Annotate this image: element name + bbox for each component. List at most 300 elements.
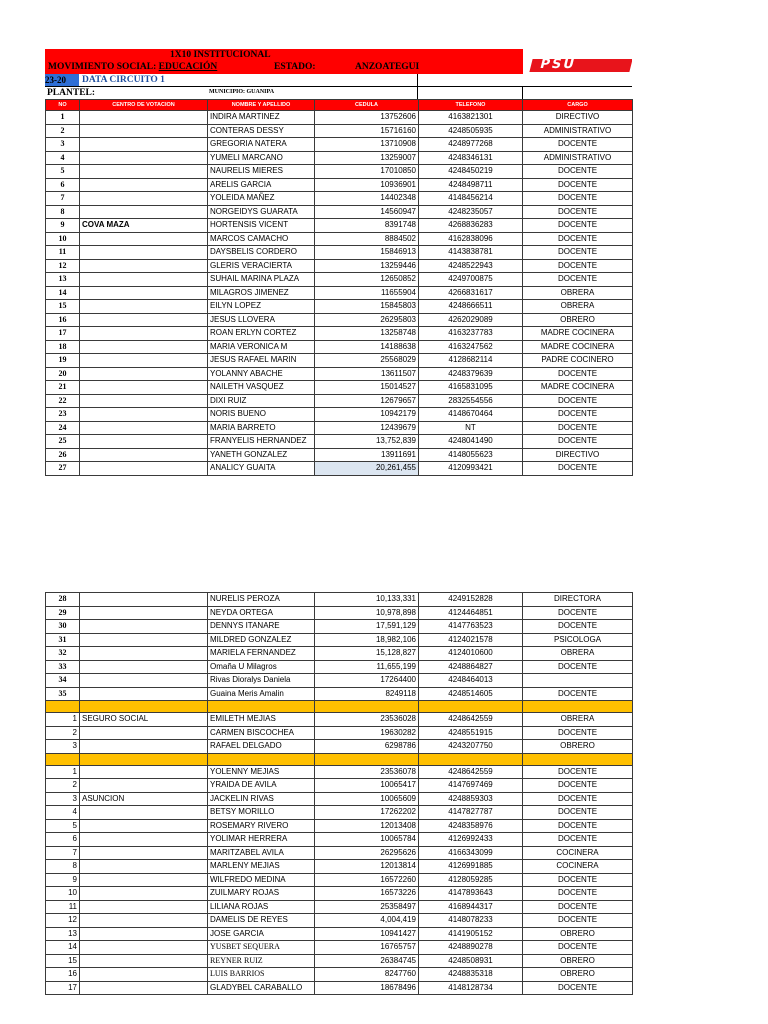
cell-nombre: GREGORIA NATERA: [208, 138, 315, 152]
cell-cargo: DOCENTE: [523, 819, 633, 833]
cell-centro: [80, 819, 208, 833]
cell-no: 16: [46, 313, 80, 327]
cell-centro: [80, 633, 208, 647]
cell-nombre: ROSEMARY RIVERO: [208, 819, 315, 833]
separator-cell: [208, 753, 315, 765]
cell-nombre: CARMEN BISCOCHEA: [208, 726, 315, 740]
cell-cedula: 10,133,331: [315, 593, 419, 607]
cell-centro: [80, 765, 208, 779]
cell-cargo: DOCENTE: [523, 462, 633, 476]
cell-centro: [80, 927, 208, 941]
cell-nombre: DIXI RUIZ: [208, 394, 315, 408]
cell-telefono: 4147763523: [419, 620, 523, 634]
cell-telefono: 4248358976: [419, 819, 523, 833]
cell-no: 17: [46, 981, 80, 995]
cell-cedula: 13258748: [315, 327, 419, 341]
cell-cedula: 10936901: [315, 178, 419, 192]
cell-cedula: 14402348: [315, 192, 419, 206]
cell-centro: [80, 968, 208, 982]
cell-telefono: 4248464013: [419, 674, 523, 688]
cell-no: 5: [46, 165, 80, 179]
cell-no: 21: [46, 381, 80, 395]
separator-cell: [46, 701, 80, 713]
table-row: [46, 941, 633, 955]
table-row: [46, 968, 633, 982]
separator-cell: [523, 753, 633, 765]
cell-nombre: FRANYELIS HERNANDEZ: [208, 435, 315, 449]
cell-centro: [80, 408, 208, 422]
cell-nombre: NURELIS PEROZA: [208, 593, 315, 607]
cell-nombre: YOLANNY ABACHE: [208, 367, 315, 381]
cell-telefono: 4248835318: [419, 968, 523, 982]
table-row: [46, 151, 633, 165]
cell-cedula: 14188638: [315, 340, 419, 354]
cell-cedula: 15014527: [315, 381, 419, 395]
cell-centro: [80, 981, 208, 995]
cell-cargo: ADMINISTRATIVO: [523, 124, 633, 138]
cell-cargo: DOCENTE: [523, 205, 633, 219]
cell-no: 30: [46, 620, 80, 634]
cell-telefono: 4128682114: [419, 354, 523, 368]
table-row: [46, 259, 633, 273]
cell-cargo: OBRERA: [523, 713, 633, 727]
cell-telefono: 4248642559: [419, 713, 523, 727]
cell-nombre: MARIA VERONICA M: [208, 340, 315, 354]
cell-centro: [80, 421, 208, 435]
cell-cargo: DOCENTE: [523, 246, 633, 260]
cell-no: 13: [46, 927, 80, 941]
cell-nombre: CONTERAS DESSY: [208, 124, 315, 138]
cell-telefono: 4162838096: [419, 232, 523, 246]
cell-centro: [80, 313, 208, 327]
cell-cedula: 16572260: [315, 873, 419, 887]
separator-row: [46, 753, 633, 765]
cell-cedula: 12650852: [315, 273, 419, 287]
cell-centro: [80, 286, 208, 300]
table-row: [46, 687, 633, 701]
table-row: [46, 633, 633, 647]
cell-centro: [80, 381, 208, 395]
col-telefono: TELEFONO: [419, 100, 523, 111]
cell-cargo: COCINERA: [523, 860, 633, 874]
cell-cargo: DIRECTIVO: [523, 111, 633, 125]
cell-centro: [80, 860, 208, 874]
cell-nombre: Rivas Dioralys Daniela: [208, 674, 315, 688]
cell-cargo: DIRECTORA: [523, 593, 633, 607]
table-row: [46, 819, 633, 833]
separator-cell: [208, 701, 315, 713]
cell-telefono: 4249152828: [419, 593, 523, 607]
table-row: [46, 381, 633, 395]
cell-cargo: OBRERA: [523, 286, 633, 300]
cell-nombre: MARLENY MEJIAS: [208, 860, 315, 874]
cell-no: 34: [46, 674, 80, 688]
cell-no: 20: [46, 367, 80, 381]
title-banner: [45, 49, 632, 74]
cell-telefono: 4243207750: [419, 740, 523, 754]
cell-telefono: 4268836283: [419, 219, 523, 233]
year-cell: 23-20: [45, 74, 79, 86]
cell-cargo: OBRERA: [523, 300, 633, 314]
cell-no: 8: [46, 205, 80, 219]
cell-cargo: DOCENTE: [523, 232, 633, 246]
cell-centro: [80, 887, 208, 901]
cell-telefono: 4248346131: [419, 151, 523, 165]
cell-cedula: 4,004,419: [315, 914, 419, 928]
cell-cedula: 25568029: [315, 354, 419, 368]
cell-cargo: PADRE COCINERO: [523, 354, 633, 368]
cell-no: 32: [46, 647, 80, 661]
table-row: [46, 462, 633, 476]
cell-nombre: GLERIS VERACIERTA: [208, 259, 315, 273]
table-row: [46, 354, 633, 368]
col-nombre: NOMBRE Y APELLIDO: [208, 100, 315, 111]
table-row: [46, 408, 633, 422]
col-no: NO: [46, 100, 80, 111]
cell-no: 14: [46, 941, 80, 955]
cell-centro: [80, 941, 208, 955]
cell-cargo: DOCENTE: [523, 421, 633, 435]
separator-cell: [523, 701, 633, 713]
cell-no: 29: [46, 606, 80, 620]
cell-cedula: 12439679: [315, 421, 419, 435]
cell-centro: [80, 954, 208, 968]
cell-telefono: 4266831617: [419, 286, 523, 300]
cell-centro: [80, 178, 208, 192]
table-row: [46, 421, 633, 435]
separator-row: [46, 701, 633, 713]
cell-cargo: DOCENTE: [523, 394, 633, 408]
cell-cargo: OBRERA: [523, 647, 633, 661]
cell-nombre: EMILETH MEJIAS: [208, 713, 315, 727]
cell-nombre: Omaña U Milagros: [208, 660, 315, 674]
movimiento-label: MOVIMIENTO SOCIAL: EDUCACIÓN: [48, 62, 218, 72]
cell-centro: [80, 394, 208, 408]
cell-no: 9: [46, 873, 80, 887]
cell-centro: [80, 806, 208, 820]
cell-telefono: 4248551915: [419, 726, 523, 740]
cell-centro: [80, 435, 208, 449]
table-row: [46, 873, 633, 887]
cell-nombre: YUSBET SEQUERA: [208, 941, 315, 955]
cell-no: 35: [46, 687, 80, 701]
separator-cell: [46, 753, 80, 765]
cell-centro: [80, 165, 208, 179]
cell-no: 31: [46, 633, 80, 647]
cell-nombre: SUHAIL MARINA PLAZA: [208, 273, 315, 287]
separator-cell: [315, 753, 419, 765]
table-row: [46, 246, 633, 260]
cell-telefono: 4148128734: [419, 981, 523, 995]
cell-telefono: 4141905152: [419, 927, 523, 941]
table-row: [46, 954, 633, 968]
cell-no: 9: [46, 219, 80, 233]
col-cargo: CARGO: [523, 100, 633, 111]
cell-nombre: YOLIMAR HERRERA: [208, 833, 315, 847]
cell-nombre: YANETH GONZALEZ: [208, 448, 315, 462]
col-cedula: CEDULA: [315, 100, 419, 111]
cell-no: 2: [46, 124, 80, 138]
cell-cedula: 20,261,455: [315, 462, 419, 476]
cell-nombre: EILYN LOPEZ: [208, 300, 315, 314]
cell-nombre: ANALICY GUAITA: [208, 462, 315, 476]
movimiento-value: EDUCACIÓN: [158, 62, 218, 72]
cell-no: 12: [46, 914, 80, 928]
circuito-row: [45, 74, 632, 87]
cell-telefono: 4148055623: [419, 448, 523, 462]
cell-cargo: DOCENTE: [523, 620, 633, 634]
psuv-logo: PSU: [523, 49, 632, 74]
cell-nombre: GLADYBEL CARABALLO: [208, 981, 315, 995]
cell-telefono: 4124464851: [419, 606, 523, 620]
cell-telefono: 4248450219: [419, 165, 523, 179]
cell-no: 6: [46, 833, 80, 847]
cell-cargo: DOCENTE: [523, 981, 633, 995]
cell-centro: [80, 674, 208, 688]
cell-nombre: Guaina Meris Amalin: [208, 687, 315, 701]
cell-centro: SEGURO SOCIAL: [80, 713, 208, 727]
cell-cedula: 15,128,827: [315, 647, 419, 661]
cell-centro: [80, 740, 208, 754]
cell-cedula: 26384745: [315, 954, 419, 968]
cell-no: 11: [46, 900, 80, 914]
cell-cargo: DOCENTE: [523, 138, 633, 152]
plantel-row: [45, 87, 632, 99]
cell-nombre: LILIANA ROJAS: [208, 900, 315, 914]
cell-cargo: DOCENTE: [523, 806, 633, 820]
cell-cedula: 13259007: [315, 151, 419, 165]
cell-centro: [80, 246, 208, 260]
cell-centro: [80, 846, 208, 860]
cell-no: 13: [46, 273, 80, 287]
cell-telefono: 4248508931: [419, 954, 523, 968]
cell-no: 17: [46, 327, 80, 341]
cell-cedula: 16573226: [315, 887, 419, 901]
cell-centro: [80, 327, 208, 341]
cell-cedula: 15716160: [315, 124, 419, 138]
cell-centro: [80, 273, 208, 287]
table-row: [46, 111, 633, 125]
cell-telefono: 4168944317: [419, 900, 523, 914]
cell-cedula: 10065784: [315, 833, 419, 847]
cell-nombre: YOLENNY MEJIAS: [208, 765, 315, 779]
cell-nombre: MILAGROS JIMENEZ: [208, 286, 315, 300]
cell-cedula: 26295626: [315, 846, 419, 860]
cell-centro: [80, 593, 208, 607]
plantel-label: PLANTEL:: [47, 88, 96, 98]
cell-centro: [80, 192, 208, 206]
cell-nombre: NAILETH VASQUEZ: [208, 381, 315, 395]
cell-cedula: 14560947: [315, 205, 419, 219]
cell-telefono: NT: [419, 421, 523, 435]
cell-cedula: 8247760: [315, 968, 419, 982]
cell-no: 7: [46, 192, 80, 206]
table-row: [46, 674, 633, 688]
table-row: [46, 860, 633, 874]
separator-cell: [419, 701, 523, 713]
cell-no: 10: [46, 887, 80, 901]
cell-no: 11: [46, 246, 80, 260]
cell-cedula: 15845803: [315, 300, 419, 314]
cell-telefono: 4124010600: [419, 647, 523, 661]
cell-cargo: DOCENTE: [523, 887, 633, 901]
cell-nombre: REYNER RUIZ: [208, 954, 315, 968]
cell-centro: [80, 914, 208, 928]
table-row: [46, 833, 633, 847]
cell-cedula: 8884502: [315, 232, 419, 246]
cell-centro: [80, 462, 208, 476]
cell-telefono: 4248864827: [419, 660, 523, 674]
cell-nombre: YRAIDA DE AVILA: [208, 779, 315, 793]
cell-centro: [80, 300, 208, 314]
table-row: [46, 620, 633, 634]
cell-cargo: OBRERO: [523, 740, 633, 754]
cell-nombre: LUIS BARRIOS: [208, 968, 315, 982]
cell-no: 25: [46, 435, 80, 449]
cell-no: 2: [46, 779, 80, 793]
cell-cargo: DOCENTE: [523, 259, 633, 273]
cell-cedula: 12679657: [315, 394, 419, 408]
cell-telefono: 4248041490: [419, 435, 523, 449]
cell-cedula: 10065417: [315, 779, 419, 793]
cell-nombre: JESUS LLOVERA: [208, 313, 315, 327]
table-row: [46, 779, 633, 793]
cell-nombre: MILDRED GONZALEZ: [208, 633, 315, 647]
cell-cedula: 12013408: [315, 819, 419, 833]
cell-cargo: DOCENTE: [523, 606, 633, 620]
cell-no: 3: [46, 138, 80, 152]
table-row: [46, 138, 633, 152]
table-row: [46, 165, 633, 179]
table-header: [46, 100, 633, 111]
cell-no: 8: [46, 860, 80, 874]
cell-telefono: 4248522943: [419, 259, 523, 273]
cell-cedula: 17,591,129: [315, 620, 419, 634]
cell-no: 26: [46, 448, 80, 462]
cell-nombre: MARITZABEL AVILA: [208, 846, 315, 860]
cell-no: 5: [46, 819, 80, 833]
table-row: [46, 765, 633, 779]
col-centro: CENTRO DE VOTACION: [80, 100, 208, 111]
cell-cargo: OBRERO: [523, 313, 633, 327]
cell-no: 27: [46, 462, 80, 476]
sheet-top: [45, 49, 632, 476]
cell-cedula: 13259446: [315, 259, 419, 273]
cell-telefono: 4165831095: [419, 381, 523, 395]
cell-telefono: 4163821301: [419, 111, 523, 125]
roster-table: [45, 99, 633, 476]
cell-cedula: 15846913: [315, 246, 419, 260]
table-row: [46, 647, 633, 661]
cell-cedula: 23536078: [315, 765, 419, 779]
cell-nombre: JACKELIN RIVAS: [208, 792, 315, 806]
cell-telefono: 4147827787: [419, 806, 523, 820]
cell-cedula: 13710908: [315, 138, 419, 152]
cell-cargo: DOCENTE: [523, 914, 633, 928]
cell-cargo: OBRERO: [523, 954, 633, 968]
cell-cedula: 17264400: [315, 674, 419, 688]
cell-telefono: 4163247562: [419, 340, 523, 354]
cell-cargo: ADMINISTRATIVO: [523, 151, 633, 165]
cell-no: 28: [46, 593, 80, 607]
table-row: [46, 740, 633, 754]
cell-cargo: DOCENTE: [523, 165, 633, 179]
cell-cargo: OBRERO: [523, 968, 633, 982]
cell-no: 10: [46, 232, 80, 246]
separator-cell: [419, 753, 523, 765]
cell-telefono: 4248498711: [419, 178, 523, 192]
cell-no: 4: [46, 806, 80, 820]
cell-telefono: 4248890278: [419, 941, 523, 955]
table-row: [46, 713, 633, 727]
cell-centro: [80, 606, 208, 620]
cell-centro: [80, 873, 208, 887]
estado-value: ANZOATEGUI: [355, 62, 420, 72]
table-row: [46, 394, 633, 408]
cell-nombre: BETSY MORILLO: [208, 806, 315, 820]
table-row: [46, 726, 633, 740]
cell-nombre: NORIS BUENO: [208, 408, 315, 422]
cell-no: 2: [46, 726, 80, 740]
table-row: [46, 367, 633, 381]
cell-telefono: 4248859303: [419, 792, 523, 806]
table-row: [46, 806, 633, 820]
cell-centro: [80, 151, 208, 165]
cell-nombre: WILFREDO MEDINA: [208, 873, 315, 887]
table-row: [46, 286, 633, 300]
cell-cargo: MADRE COCINERA: [523, 381, 633, 395]
cell-no: 1: [46, 713, 80, 727]
cell-centro: [80, 833, 208, 847]
cell-no: 14: [46, 286, 80, 300]
cell-nombre: JOSE GARCIA: [208, 927, 315, 941]
table-row: [46, 178, 633, 192]
cell-cedula: 13611507: [315, 367, 419, 381]
cell-cedula: 26295803: [315, 313, 419, 327]
cell-telefono: 4148456214: [419, 192, 523, 206]
table-row: [46, 448, 633, 462]
cell-cargo: DOCENTE: [523, 435, 633, 449]
cell-centro: [80, 259, 208, 273]
cell-cedula: 17262202: [315, 806, 419, 820]
cell-cargo: COCINERA: [523, 846, 633, 860]
cell-cargo: DOCENTE: [523, 408, 633, 422]
cell-telefono: 4147697469: [419, 779, 523, 793]
cell-centro: [80, 138, 208, 152]
cell-nombre: RAFAEL DELGADO: [208, 740, 315, 754]
cell-no: 4: [46, 151, 80, 165]
cell-telefono: 4124021578: [419, 633, 523, 647]
cell-cargo: DOCENTE: [523, 367, 633, 381]
table-row: [46, 124, 633, 138]
cell-cedula: 12013814: [315, 860, 419, 874]
cell-cargo: DOCENTE: [523, 660, 633, 674]
cell-cargo: PSICOLOGA: [523, 633, 633, 647]
cell-telefono: 4262029089: [419, 313, 523, 327]
table-row: [46, 846, 633, 860]
cell-telefono: 4128059285: [419, 873, 523, 887]
cell-cargo: DOCENTE: [523, 779, 633, 793]
cell-nombre: JESUS RAFAEL MARIN: [208, 354, 315, 368]
cell-telefono: 4248977268: [419, 138, 523, 152]
table-row: [46, 435, 633, 449]
cell-centro: [80, 726, 208, 740]
cell-cedula: 8391748: [315, 219, 419, 233]
cell-no: 7: [46, 846, 80, 860]
cell-telefono: 4248666511: [419, 300, 523, 314]
cell-centro: [80, 367, 208, 381]
cell-telefono: 4248235057: [419, 205, 523, 219]
